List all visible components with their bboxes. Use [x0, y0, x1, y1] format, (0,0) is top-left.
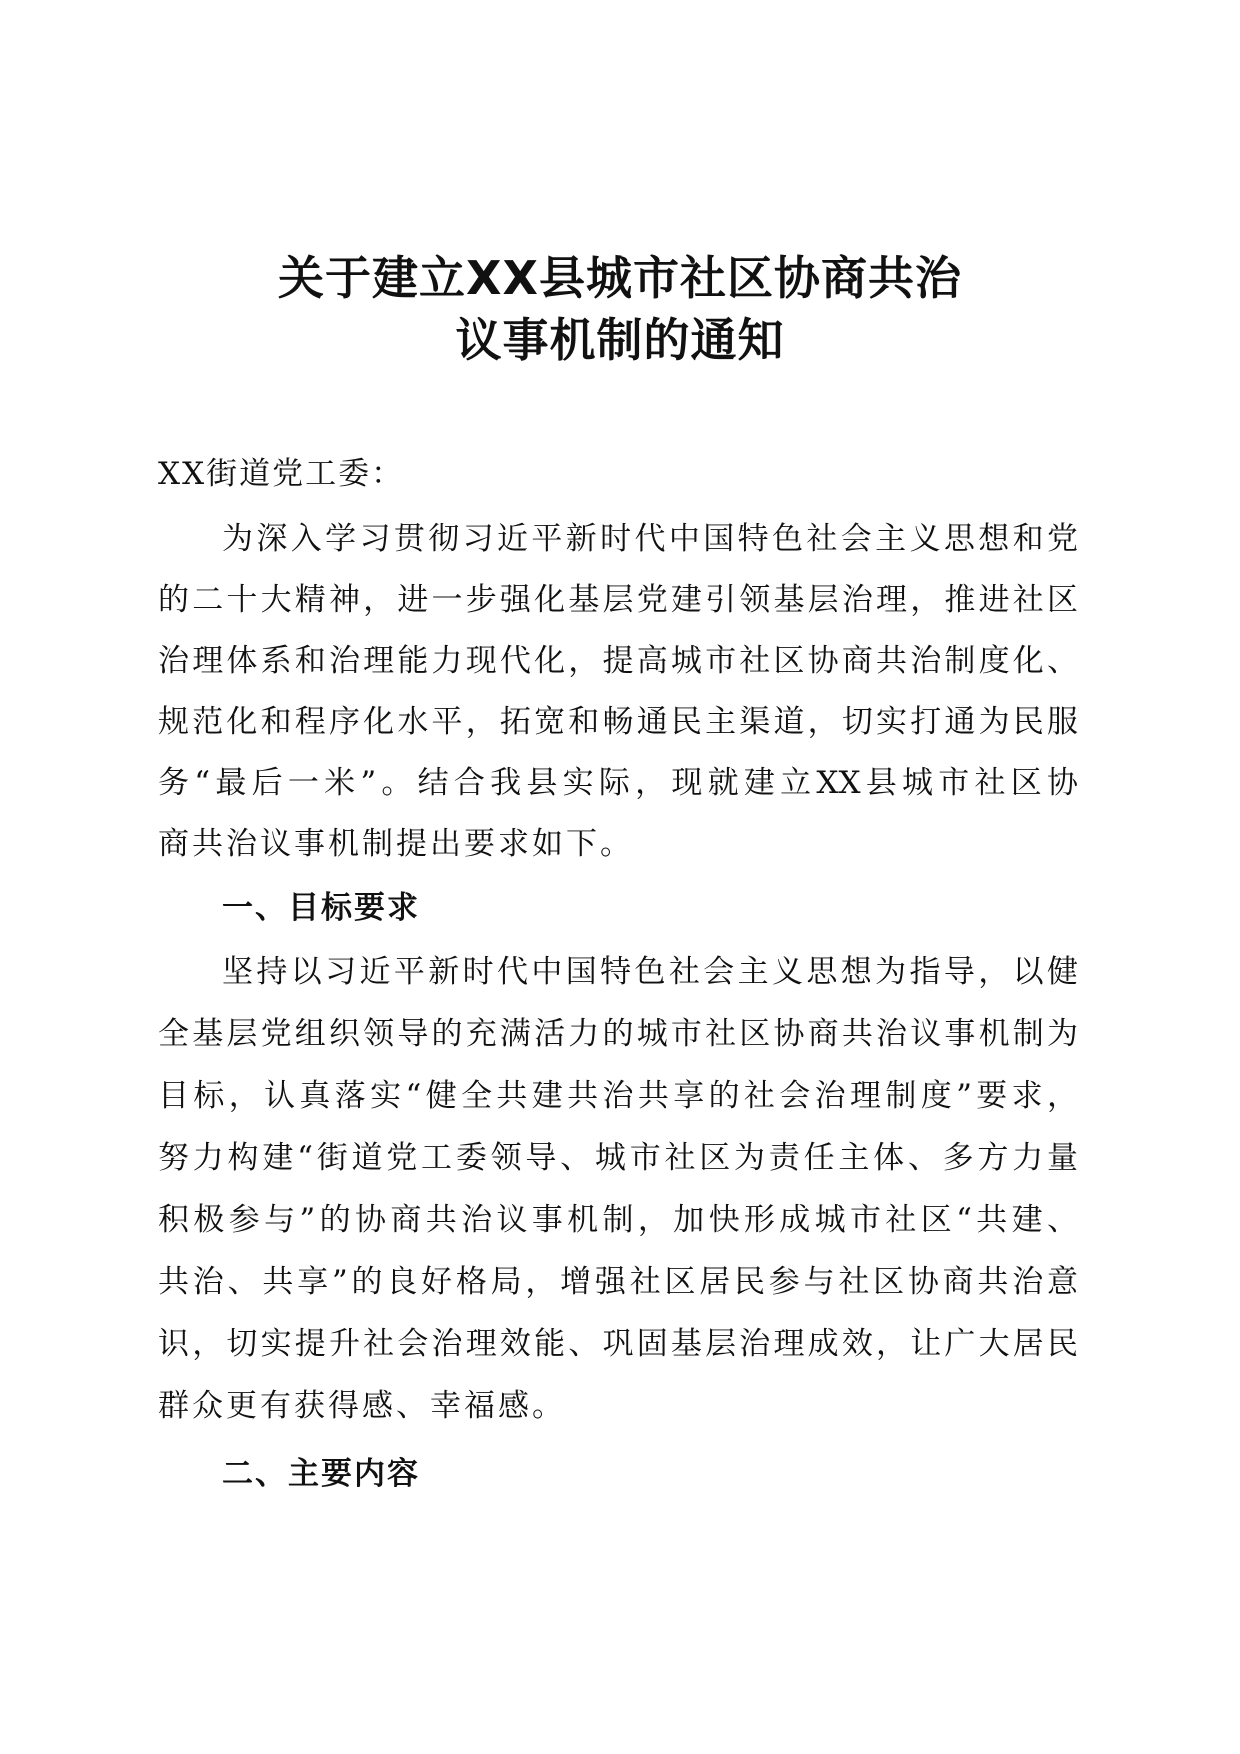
paragraph-2-line-1: 坚持以习近平新时代中国特色社会主义思想为指导，以健 — [222, 954, 1078, 990]
paragraph-2-line-7: 识，切实提升社会治理效能、巩固基层治理成效，让广大居民 — [158, 1326, 1078, 1362]
document-title-line-1: 关于建立XX县城市社区协商共治 — [278, 251, 962, 305]
paragraph-2-line-2: 全基层党组织领导的充满活力的城市社区协商共治议事机制为 — [158, 1016, 1078, 1052]
paragraph-2-line-4: 努力构建“街道党工委领导、城市社区为责任主体、多方力量 — [158, 1140, 1078, 1176]
paragraph-2-line-6: 共治、共享”的良好格局，增强社区居民参与社区协商共治意 — [158, 1264, 1078, 1300]
paragraph-1-line-6: 商共治议事机制提出要求如下。 — [158, 826, 634, 862]
paragraph-1-line-3: 治理体系和治理能力现代化，提高城市社区协商共治制度化、 — [158, 643, 1078, 679]
document-title-line-2: 议事机制的通知 — [455, 313, 785, 367]
paragraph-1-line-2: 的二十大精神，进一步强化基层党建引领基层治理，推进社区 — [158, 582, 1078, 618]
section-heading-1: 一、目标要求 — [222, 890, 420, 926]
paragraph-2-line-5: 积极参与”的协商共治议事机制，加快形成城市社区“共建、 — [158, 1202, 1078, 1238]
paragraph-1-line-1: 为深入学习贯彻习近平新时代中国特色社会主义思想和党 — [222, 521, 1078, 557]
paragraph-2-line-3: 目标，认真落实“健全共建共治共享的社会治理制度”要求， — [158, 1078, 1078, 1114]
paragraph-1-line-4: 规范化和程序化水平，拓宽和畅通民主渠道，切实打通为民服 — [158, 704, 1078, 740]
section-heading-2: 二、主要内容 — [222, 1456, 420, 1492]
paragraph-2-line-8: 群众更有获得感、幸福感。 — [158, 1388, 566, 1424]
paragraph-1-line-5: 务“最后一米”。结合我县实际，现就建立XX县城市社区协 — [158, 765, 1078, 801]
salutation: XX街道党工委： — [158, 456, 405, 492]
